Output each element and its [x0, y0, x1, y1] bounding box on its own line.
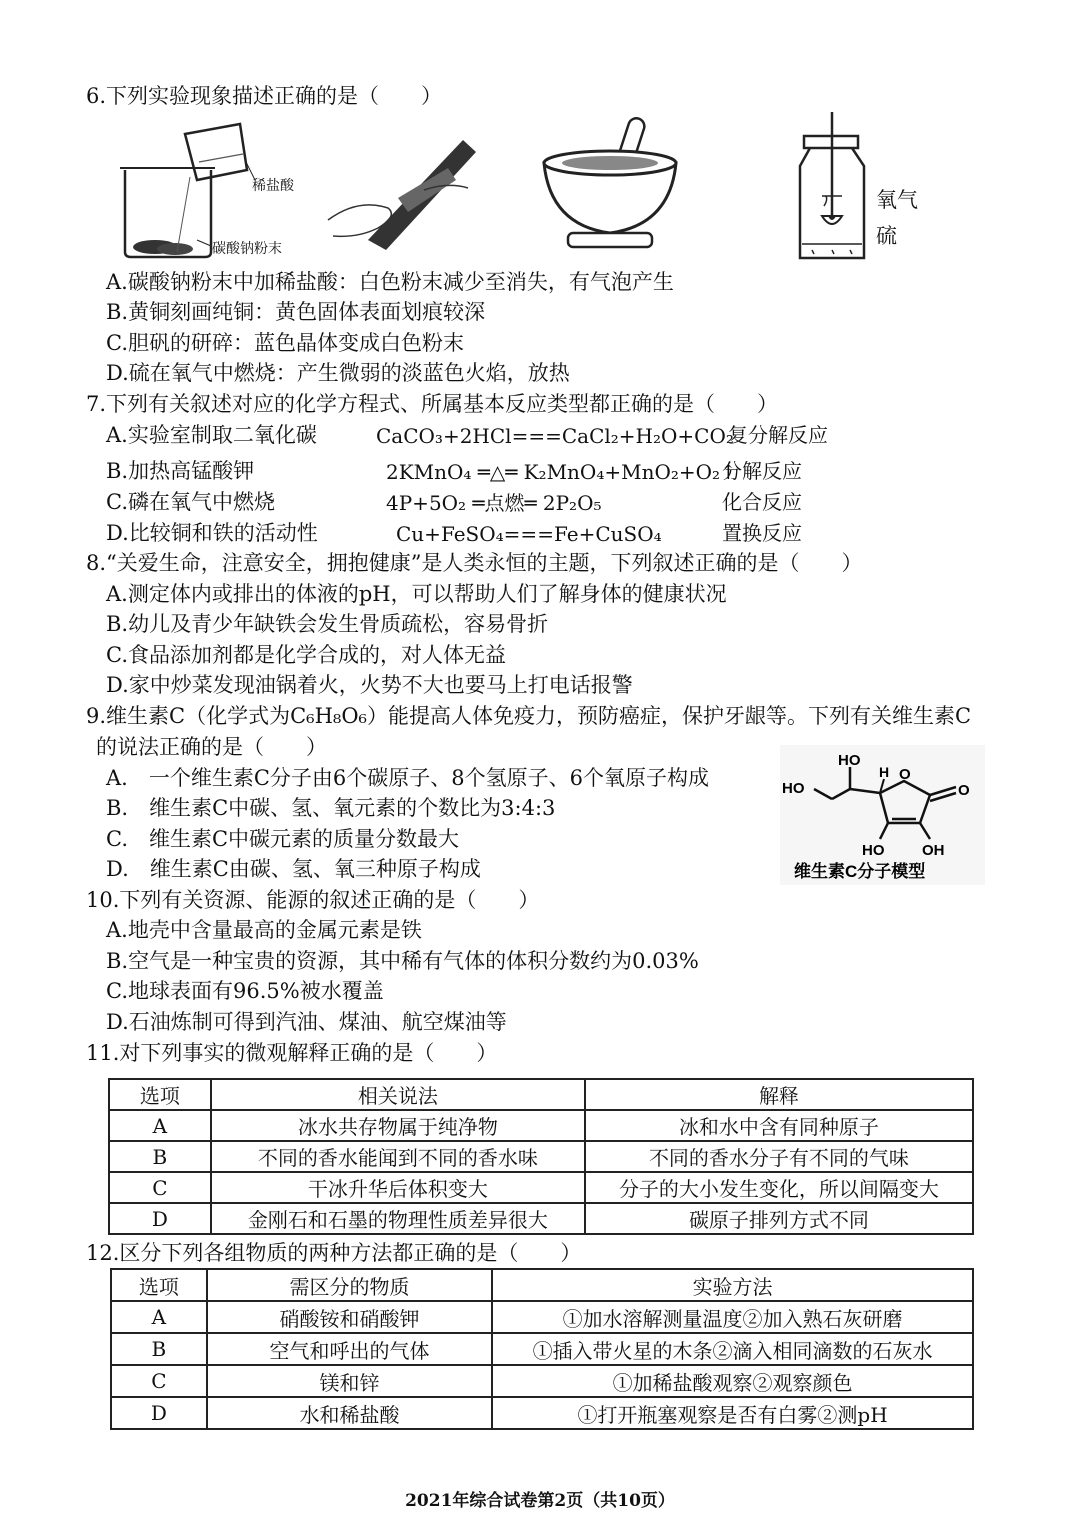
table-cell: D — [111, 1397, 207, 1429]
table-cell: 不同的香水分子有不同的气味 — [585, 1141, 973, 1172]
header-cell: 选项 — [109, 1079, 211, 1110]
table-cell: ①加稀盐酸观察②观察颜色 — [492, 1365, 973, 1397]
table-cell: 水和稀盐酸 — [207, 1397, 492, 1429]
q7-row-d-equation: Cu+FeSO₄===Fe+CuSO₄ — [396, 522, 662, 546]
q8-option-d: D.家中炒菜发现油锅着火，火势不大也要马上打电话报警 — [106, 673, 633, 697]
table-cell: 镁和锌 — [207, 1365, 492, 1397]
label-oxygen: 氧气 — [876, 188, 918, 212]
table-cell: 不同的香水能闻到不同的香水味 — [211, 1141, 585, 1172]
table-row — [111, 1333, 973, 1365]
header-cell: 选项 — [111, 1269, 207, 1301]
table-row — [109, 1203, 973, 1234]
q7-row-b-equation: 2KMnO₄ ═△═ K₂MnO₄+MnO₂+O₂↑ — [386, 460, 737, 484]
table-row — [111, 1397, 973, 1429]
table-row — [109, 1110, 973, 1141]
q7-row-a-desc: A.实验室制取二氧化碳 — [106, 423, 317, 447]
vc-label-o-ring: O — [899, 766, 911, 783]
q7-row-d-desc: D.比较铜和铁的活动性 — [106, 521, 318, 545]
q7-row-a-type: 复分解反应 — [728, 423, 828, 447]
q11-table — [108, 1078, 974, 1235]
q10-option-a: A.地壳中含量最高的金属元素是铁 — [106, 918, 422, 942]
q9-option-a: A. 一个维生素C分子由6个碳原子、8个氢原子、6个氧原子构成 — [106, 766, 709, 790]
table-cell: B — [109, 1141, 211, 1172]
table-cell: D — [109, 1203, 211, 1234]
table-header-row — [109, 1079, 973, 1110]
q6-option-d: D.硫在氧气中燃烧：产生微弱的淡蓝色火焰，放热 — [106, 361, 570, 385]
q6-option-c: C.胆矾的研碎：蓝色晶体变成白色粉末 — [106, 331, 464, 355]
table-cell: 冰和水中含有同种原子 — [585, 1110, 973, 1141]
metal-scratch-figure — [328, 128, 478, 253]
q12-stem: 12.区分下列各组物质的两种方法都正确的是（ ） — [86, 1241, 582, 1265]
page-footer: 2021年综合试卷第2页（共10页） — [405, 1491, 675, 1511]
table-cell: B — [111, 1333, 207, 1365]
table-cell: C — [111, 1365, 207, 1397]
table-cell: ①打开瓶塞观察是否有白雾②测pH — [492, 1397, 973, 1429]
q7-row-b-desc: B.加热高锰酸钾 — [106, 459, 255, 483]
q10-option-d: D.石油炼制可得到汽油、煤油、航空煤油等 — [106, 1010, 507, 1034]
q6-option-b: B.黄铜刻画纯铜：黄色固体表面划痕较深 — [106, 300, 486, 324]
vitamin-c-structure-diagram — [780, 745, 985, 885]
table-row — [109, 1172, 973, 1203]
q7-row-b-type: 分解反应 — [722, 459, 802, 483]
vc-label-ho-top: HO — [838, 752, 861, 769]
q7-row-c-equation: 4P+5O₂ ═点燃═ 2P₂O₅ — [386, 491, 602, 515]
q8-option-c: C.食品添加剂都是化学合成的，对人体无益 — [106, 643, 506, 667]
header-cell: 相关说法 — [211, 1079, 585, 1110]
vc-label-oh-bottom: OH — [922, 842, 945, 859]
q10-option-c: C.地球表面有96.5%被水覆盖 — [106, 979, 384, 1003]
table-cell: ①加水溶解测量温度②加入熟石灰研磨 — [492, 1301, 973, 1333]
label-dilute-hcl: 稀盐酸 — [252, 178, 294, 194]
q8-stem: 8.“关爱生命，注意安全，拥抱健康”是人类永恒的主题，下列叙述正确的是（ ） — [86, 551, 863, 575]
vc-label-ho-bottom: HO — [862, 842, 885, 859]
mortar-pestle-figure — [538, 115, 683, 255]
vc-caption: 维生素C分子模型 — [794, 862, 926, 881]
table-cell: 硝酸铵和硝酸钾 — [207, 1301, 492, 1333]
table-cell: 碳原子排列方式不同 — [585, 1203, 973, 1234]
header-cell: 解释 — [585, 1079, 973, 1110]
q9-option-c: C. 维生素C中碳元素的质量分数最大 — [106, 827, 460, 851]
header-cell: 实验方法 — [492, 1269, 973, 1301]
sulfur-combustion-figure — [792, 112, 872, 264]
q12-table — [110, 1268, 974, 1430]
vc-label-h: H — [879, 764, 890, 780]
q9-stem-line1: 9.维生素C（化学式为C₆H₈O₆）能提高人体免疫力，预防癌症，保护牙龈等。下列有关维生素C — [86, 704, 972, 728]
q10-option-b: B.空气是一种宝贵的资源，其中稀有气体的体积分数约为0.03% — [106, 949, 699, 973]
q9-option-b: B. 维生素C中碳、氢、氧元素的个数比为3:4:3 — [106, 796, 556, 820]
q7-row-c-desc: C.磷在氧气中燃烧 — [106, 490, 275, 514]
table-cell: A — [109, 1110, 211, 1141]
table-row — [111, 1301, 973, 1333]
q7-row-d-type: 置换反应 — [722, 521, 802, 545]
table-cell: 干冰升华后体积变大 — [211, 1172, 585, 1203]
q7-row-c-type: 化合反应 — [722, 490, 802, 514]
table-cell: 冰水共存物属于纯净物 — [211, 1110, 585, 1141]
table-cell: 分子的大小发生变化，所以间隔变大 — [585, 1172, 973, 1203]
table-row — [109, 1141, 973, 1172]
table-cell: 空气和呼出的气体 — [207, 1333, 492, 1365]
table-cell: C — [109, 1172, 211, 1203]
q7-stem: 7.下列有关叙述对应的化学方程式、所属基本反应类型都正确的是（ ） — [86, 392, 779, 416]
table-header-row — [111, 1269, 973, 1301]
label-sulfur: 硫 — [876, 224, 897, 248]
q8-option-a: A.测定体内或排出的体液的pH，可以帮助人们了解身体的健康状况 — [106, 582, 727, 606]
vc-label-ho-left: HO — [782, 780, 805, 797]
q10-stem: 10.下列有关资源、能源的叙述正确的是（ ） — [86, 888, 540, 912]
q9-stem-line2: 的说法正确的是（ ） — [96, 735, 327, 759]
table-cell: 金刚石和石墨的物理性质差异很大 — [211, 1203, 585, 1234]
label-sodium-carbonate: 碳酸钠粉末 — [212, 241, 282, 257]
table-row — [111, 1365, 973, 1397]
q6-option-a: A.碳酸钠粉末中加稀盐酸：白色粉末减少至消失，有气泡产生 — [106, 270, 674, 294]
table-cell: A — [111, 1301, 207, 1333]
q11-stem: 11.对下列事实的微观解释正确的是（ ） — [86, 1041, 498, 1065]
q7-row-a-equation: CaCO₃+2HCl===CaCl₂+H₂O+CO₂ — [376, 424, 734, 448]
q6-stem: 6.下列实验现象描述正确的是（ ） — [86, 84, 443, 108]
q9-option-d: D. 维生素C由碳、氢、氧三种原子构成 — [106, 857, 481, 881]
header-cell: 需区分的物质 — [207, 1269, 492, 1301]
vc-label-o-keto: O — [958, 782, 970, 799]
table-cell: ①插入带火星的木条②滴入相同滴数的石灰水 — [492, 1333, 973, 1365]
q8-option-b: B.幼儿及青少年缺铁会发生骨质疏松，容易骨折 — [106, 612, 549, 636]
